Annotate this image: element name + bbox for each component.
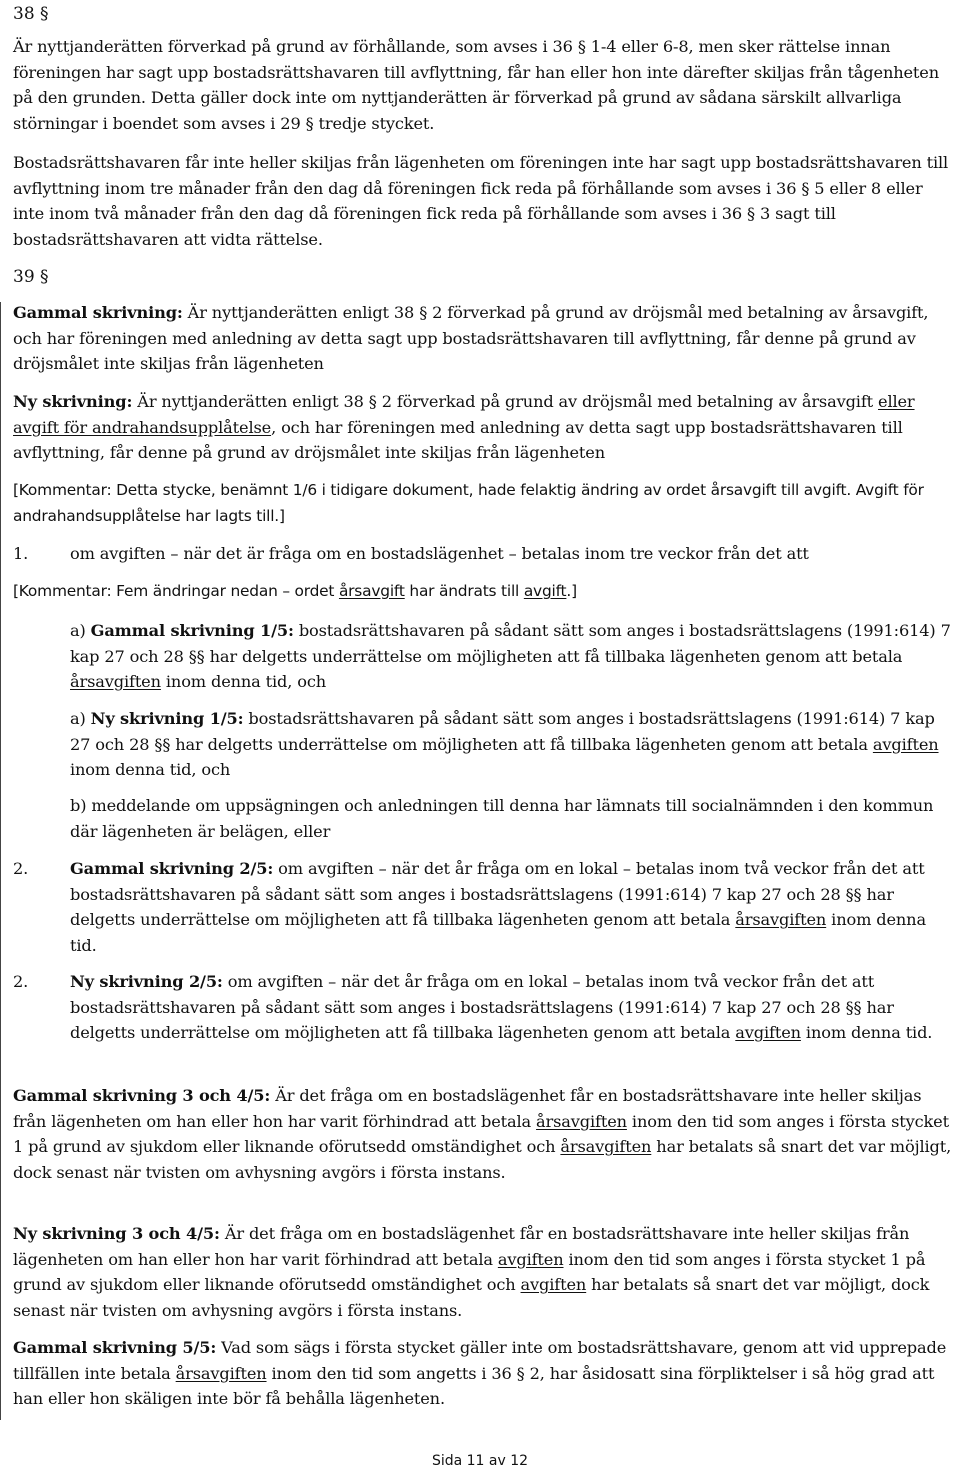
section-39-heading: 39 §: [13, 267, 49, 287]
section-38-heading: 38 §: [13, 4, 49, 24]
list-item-2-old: [13, 856, 957, 958]
old-wording-paragraph: [13, 300, 957, 377]
old-wording-label: Gammal skrivning:: [13, 303, 183, 322]
list-item-text: om avgiften – när det är fråga om en bostadslägenhet – betalas inom tre veckor från det att: [70, 544, 809, 563]
list-item-2-new: [13, 969, 957, 1046]
item-a-old: a) Gammal skrivning 1/5: bostadsrättshavaren på sådant sätt som anges i bostadsrättslagens (1991:614) 7 kap 27 och 28 §§ har delgetts underrättelse om möjligheten att få tillbaka lägenheten genom att betala årsavgiften inom denna tid, och: [70, 621, 951, 692]
section-38-paragraph-2: Bostadsrättshavaren får inte heller skiljas från lägenheten om föreningen inte har sagt upp bostadsrättshavaren till avflyttning inom tre månader från den dag då föreningen fick reda på förhållande som avses i 36 § 5 eller 8 eller inte inom två månader från den dag då föreningen fick reda på förhållande som avses i 36 § 3 sagt till bostadsrättshavaren att vidta rättelse.: [13, 153, 949, 249]
old-wording-3-4: Gammal skrivning 3 och 4/5: Är det fråga om en bostadslägenhet får en bostadsrättshavare inte heller skiljas från lägenheten om han eller hon har varit förhindrad att betala årsavgiften inom den tid som anges i första stycket 1 på grund av sjukdom eller liknande oförutsedd omständighet och årsavgiften har betalats så snart det var möjligt, dock senast när tvisten om avhysning avgörs i första instans.: [13, 1086, 952, 1182]
item-b: b) meddelande om uppsägningen och anledningen till denna har lämnats till socialnämnden i den kommun där lägenheten är belägen, eller: [70, 796, 934, 841]
inserted-text: eller avgift för andrahandsupplåtelse: [13, 392, 915, 437]
list-item-number: 2.: [13, 972, 29, 991]
list-item-number: 1.: [13, 544, 29, 563]
comment-1: [Kommentar: Detta stycke, benämnt 1/6 i tidigare dokument, hade felaktig ändring av ordet årsavgift till avgift. Avgift för andrahandsupplåtelse har lagts till.]: [13, 481, 924, 525]
old-wording-5: Gammal skrivning 5/5: Vad som sägs i första stycket gäller inte om bostadsrättshavare, genom att vid upprepade tillfällen inte betala årsavgiften inom den tid som angetts i 36 § 2, har åsidosatt sina förpliktelser i så hög grad att han eller hon skäligen inte bör få behålla lägenheten.: [13, 1338, 947, 1409]
list-item-text: Ny skrivning 2/5: om avgiften – när det år fråga om en lokal – betalas inom två veckor från det att bostadsrättshavaren på sådant sätt som anges i bostadsrättslagens (1991:614) 7 kap 27 och 28 §§ har delgetts underrättelse om möjligheten att få tillbaka lägenheten genom att betala avgiften inom denna tid.: [70, 972, 933, 1043]
new-wording-paragraph: Ny skrivning: Är nyttjanderätten enligt 38 § 2 förverkad på grund av dröjsmål med betalning av årsavgift eller avgift för andrahandsupplåtelse, och har föreningen med anledning av detta sagt upp bostadsrättshavaren till avflyttning, får denne på grund av dröjsmålet inte skiljas från lägenheten: [13, 392, 915, 463]
page-number: Sida 11 av 12: [431, 1453, 529, 1469]
section-38-paragraph-1: Är nyttjanderätten förverkad på grund av förhållande, som avses i 36 § 1-4 eller 6-8, men sker rättelse innan föreningen har sagt upp bostadsrättshavaren till avflyttning, får han eller hon inte därefter skiljas från tågenheten på den grunden. Detta gäller dock inte om nyttjanderätten är förverkad på grund av sådana särskilt allvarliga störningar i boendet som avses i 29 § tredje stycket.: [13, 37, 939, 133]
revision-bar: [0, 302, 1, 1420]
list-item-text: Gammal skrivning 2/5: om avgiften – när det år fråga om en lokal – betalas inom två veckor från det att bostadsrättshavaren på sådant sätt som anges i bostadsrättslagens (1991:614) 7 kap 27 och 28 §§ har delgetts underrättelse om möjligheten att få tillbaka lägenheten genom att betala årsavgiften inom denna tid.: [70, 859, 926, 955]
list-item-1: [13, 541, 957, 567]
comment-2: [Kommentar: Fem ändringar nedan – ordet årsavgift har ändrats till avgift.]: [13, 582, 577, 600]
list-item-number: 2.: [13, 859, 29, 878]
old-wording-text: Är nyttjanderätten enligt 38 § 2 förverkad på grund av dröjsmål med betalning av årsavgift, och har föreningen med anledning av detta sagt upp bostadsrättshavaren till avflyttning, får denne på grund av dröjsmålet inte skiljas från lägenheten: [13, 303, 929, 374]
item-a-new: a) Ny skrivning 1/5: bostadsrättshavaren på sådant sätt som anges i bostadsrättslagens (1991:614) 7 kap 27 och 28 §§ har delgetts underrättelse om möjligheten att få tillbaka lägenheten genom att betala avgiften inom denna tid, och: [70, 709, 939, 780]
new-wording-3-4: Ny skrivning 3 och 4/5: Är det fråga om en bostadslägenhet får en bostadsrättshavare inte heller skiljas från lägenheten om han eller hon har varit förhindrad att betala avgiften inom den tid som anges i första stycket 1 på grund av sjukdom eller liknande oförutsedd omständighet och avgiften har betalats så snart det var möjligt, dock senast när tvisten om avhysning avgörs i första instans.: [13, 1224, 930, 1320]
new-wording-label: Ny skrivning:: [13, 392, 133, 411]
